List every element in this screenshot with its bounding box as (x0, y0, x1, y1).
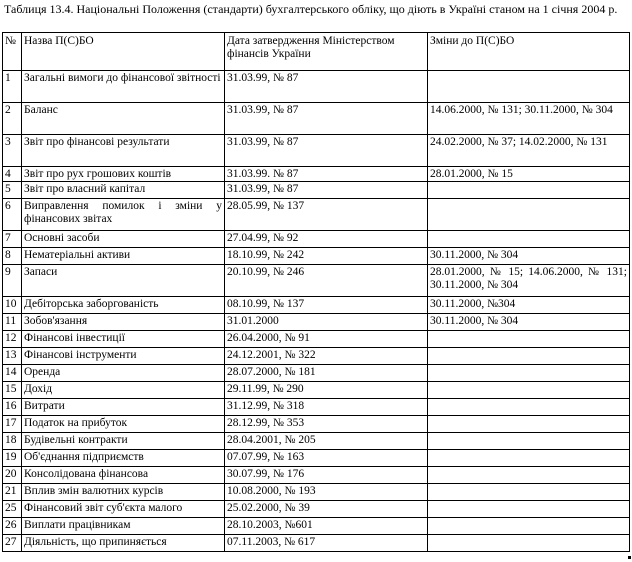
row-changes-cell (428, 433, 630, 450)
row-changes-cell: 30.11.2000, №304 (428, 297, 630, 314)
table-row (3, 71, 630, 103)
row-num-cell: 25 (3, 501, 22, 518)
row-num-cell: 27 (3, 535, 22, 552)
row-num-cell: 13 (3, 348, 22, 365)
row-date-cell: 08.10.99, № 137 (225, 297, 428, 314)
row-date-cell: 07.11.2003, № 617 (225, 535, 428, 552)
row-date-cell: 31.03.99, № 87 (225, 103, 428, 135)
row-num-cell: 3 (3, 135, 22, 167)
row-name-cell: Зобов'язання (22, 314, 225, 331)
row-date-cell: 28.10.2003, №601 (225, 518, 428, 535)
row-name-cell: Діяльність, що припиняється (22, 535, 225, 552)
table-row (3, 231, 630, 248)
row-name-cell: Консолідована фінансова (22, 467, 225, 484)
text-cursor-mark (628, 556, 631, 559)
row-name-cell: Звіт про фінансові результати (22, 135, 225, 167)
row-date-cell: 31.03.99, № 87 (225, 135, 428, 167)
row-changes-cell: 28.01.2000, № 15 (428, 167, 630, 182)
row-date-cell: 07.07.99, № 163 (225, 450, 428, 467)
header-changes: Зміни до П(С)БО (428, 33, 630, 71)
row-date-cell: 10.08.2000, № 193 (225, 484, 428, 501)
table-row (3, 331, 630, 348)
row-name-cell: Звіт про власний капітал (22, 182, 225, 199)
row-name-cell: Фінансові інвестиції (22, 331, 225, 348)
row-changes-cell (428, 467, 630, 484)
row-num-cell: 4 (3, 167, 22, 182)
row-date-cell: 31.03.99, № 87 (225, 182, 428, 199)
table-row (3, 518, 630, 535)
row-name-cell: Будівельні контракти (22, 433, 225, 450)
row-name-cell: Фінансові інструменти (22, 348, 225, 365)
table-row (3, 103, 630, 135)
table-row (3, 135, 630, 167)
header-date: Дата затвердження Міністерством фінансів України (225, 33, 428, 71)
standards-table (2, 32, 630, 552)
row-name-cell: Оренда (22, 365, 225, 382)
row-changes-cell (428, 365, 630, 382)
row-changes-cell (428, 231, 630, 248)
table-row (3, 416, 630, 433)
row-name-cell: Загальні вимоги до фінансової звітності (22, 71, 225, 103)
table-row (3, 450, 630, 467)
row-date-cell: 20.10.99, № 246 (225, 265, 428, 297)
row-num-cell: 20 (3, 467, 22, 484)
row-changes-cell (428, 331, 630, 348)
row-name-cell: Звіт про рух грошових коштів (22, 167, 225, 182)
row-name-cell: Основні засоби (22, 231, 225, 248)
row-num-cell: 16 (3, 399, 22, 416)
row-date-cell: 18.10.99, № 242 (225, 248, 428, 265)
row-name-cell: Дебіторська заборгованість (22, 297, 225, 314)
row-date-cell: 31.03.99. № 87 (225, 167, 428, 182)
table-row (3, 467, 630, 484)
row-num-cell: 18 (3, 433, 22, 450)
header-num: № (3, 33, 22, 71)
row-date-cell: 31.12.99, № 318 (225, 399, 428, 416)
row-num-cell: 7 (3, 231, 22, 248)
row-num-cell: 8 (3, 248, 22, 265)
table-body (3, 71, 630, 552)
table-row (3, 382, 630, 399)
row-num-cell: 11 (3, 314, 22, 331)
row-num-cell: 5 (3, 182, 22, 199)
row-name-cell: Дохід (22, 382, 225, 399)
row-num-cell: 6 (3, 199, 22, 231)
row-changes-cell: 28.01.2000, № 15; 14.06.2000, № 131; 30.11.2000, № 304 (428, 265, 630, 297)
header-name: Назва П(С)БО (22, 33, 225, 71)
row-date-cell: 29.11.99, № 290 (225, 382, 428, 399)
table-row (3, 399, 630, 416)
row-name-cell: Виправлення помилок і зміни у фінансових звітах (22, 199, 225, 231)
row-date-cell: 28.04.2001, № 205 (225, 433, 428, 450)
row-changes-cell (428, 450, 630, 467)
row-num-cell: 19 (3, 450, 22, 467)
row-date-cell: 28.07.2000, № 181 (225, 365, 428, 382)
row-changes-cell: 24.02.2000, № 37; 14.02.2000, № 131 (428, 135, 630, 167)
row-name-cell: Об'єднання підприємств (22, 450, 225, 467)
row-changes-cell (428, 518, 630, 535)
row-num-cell: 2 (3, 103, 22, 135)
row-date-cell: 26.04.2000, № 91 (225, 331, 428, 348)
row-name-cell: Фінансовий звіт суб'єкта малого (22, 501, 225, 518)
row-num-cell: 21 (3, 484, 22, 501)
row-date-cell: 24.12.2001, № 322 (225, 348, 428, 365)
table-row (3, 348, 630, 365)
table-row (3, 501, 630, 518)
table-row (3, 314, 630, 331)
row-num-cell: 12 (3, 331, 22, 348)
row-date-cell: 30.07.99, № 176 (225, 467, 428, 484)
table-caption: Таблиця 13.4. Національні Положення (стандарти) бухгалтерського обліку, що діють в Україні станом на 1 січня 2004 р. (4, 2, 618, 16)
row-num-cell: 10 (3, 297, 22, 314)
row-date-cell: 27.04.99, № 92 (225, 231, 428, 248)
row-num-cell: 17 (3, 416, 22, 433)
row-date-cell: 28.05.99, № 137 (225, 199, 428, 231)
row-name-cell: Податок на прибуток (22, 416, 225, 433)
row-changes-cell (428, 484, 630, 501)
row-name-cell: Вплив змін валютних курсів (22, 484, 225, 501)
row-name-cell: Витрати (22, 399, 225, 416)
table-row (3, 248, 630, 265)
row-changes-cell (428, 182, 630, 199)
row-name-cell: Нематеріальні активи (22, 248, 225, 265)
row-changes-cell: 14.06.2000, № 131; 30.11.2000, № 304 (428, 103, 630, 135)
row-name-cell: Виплати працівникам (22, 518, 225, 535)
row-changes-cell (428, 71, 630, 103)
row-changes-cell (428, 199, 630, 231)
table-row (3, 297, 630, 314)
table-row (3, 365, 630, 382)
row-num-cell: 26 (3, 518, 22, 535)
row-date-cell: 28.12.99, № 353 (225, 416, 428, 433)
row-changes-cell: 30.11.2000, № 304 (428, 314, 630, 331)
row-num-cell: 14 (3, 365, 22, 382)
row-changes-cell (428, 348, 630, 365)
table-row (3, 535, 630, 552)
table-row (3, 484, 630, 501)
table-row (3, 433, 630, 450)
row-date-cell: 31.01.2000 (225, 314, 428, 331)
row-changes-cell (428, 501, 630, 518)
row-name-cell: Запаси (22, 265, 225, 297)
row-date-cell: 31.03.99, № 87 (225, 71, 428, 103)
row-changes-cell (428, 382, 630, 399)
table-row (3, 199, 630, 231)
row-date-cell: 25.02.2000, № 39 (225, 501, 428, 518)
row-name-cell: Баланс (22, 103, 225, 135)
table-row (3, 265, 630, 297)
table-row (3, 167, 630, 182)
table-row (3, 182, 630, 199)
table-header-row (3, 33, 630, 71)
row-num-cell: 9 (3, 265, 22, 297)
row-changes-cell: 30.11.2000, № 304 (428, 248, 630, 265)
row-num-cell: 1 (3, 71, 22, 103)
row-changes-cell (428, 535, 630, 552)
row-changes-cell (428, 416, 630, 433)
row-num-cell: 15 (3, 382, 22, 399)
row-changes-cell (428, 399, 630, 416)
